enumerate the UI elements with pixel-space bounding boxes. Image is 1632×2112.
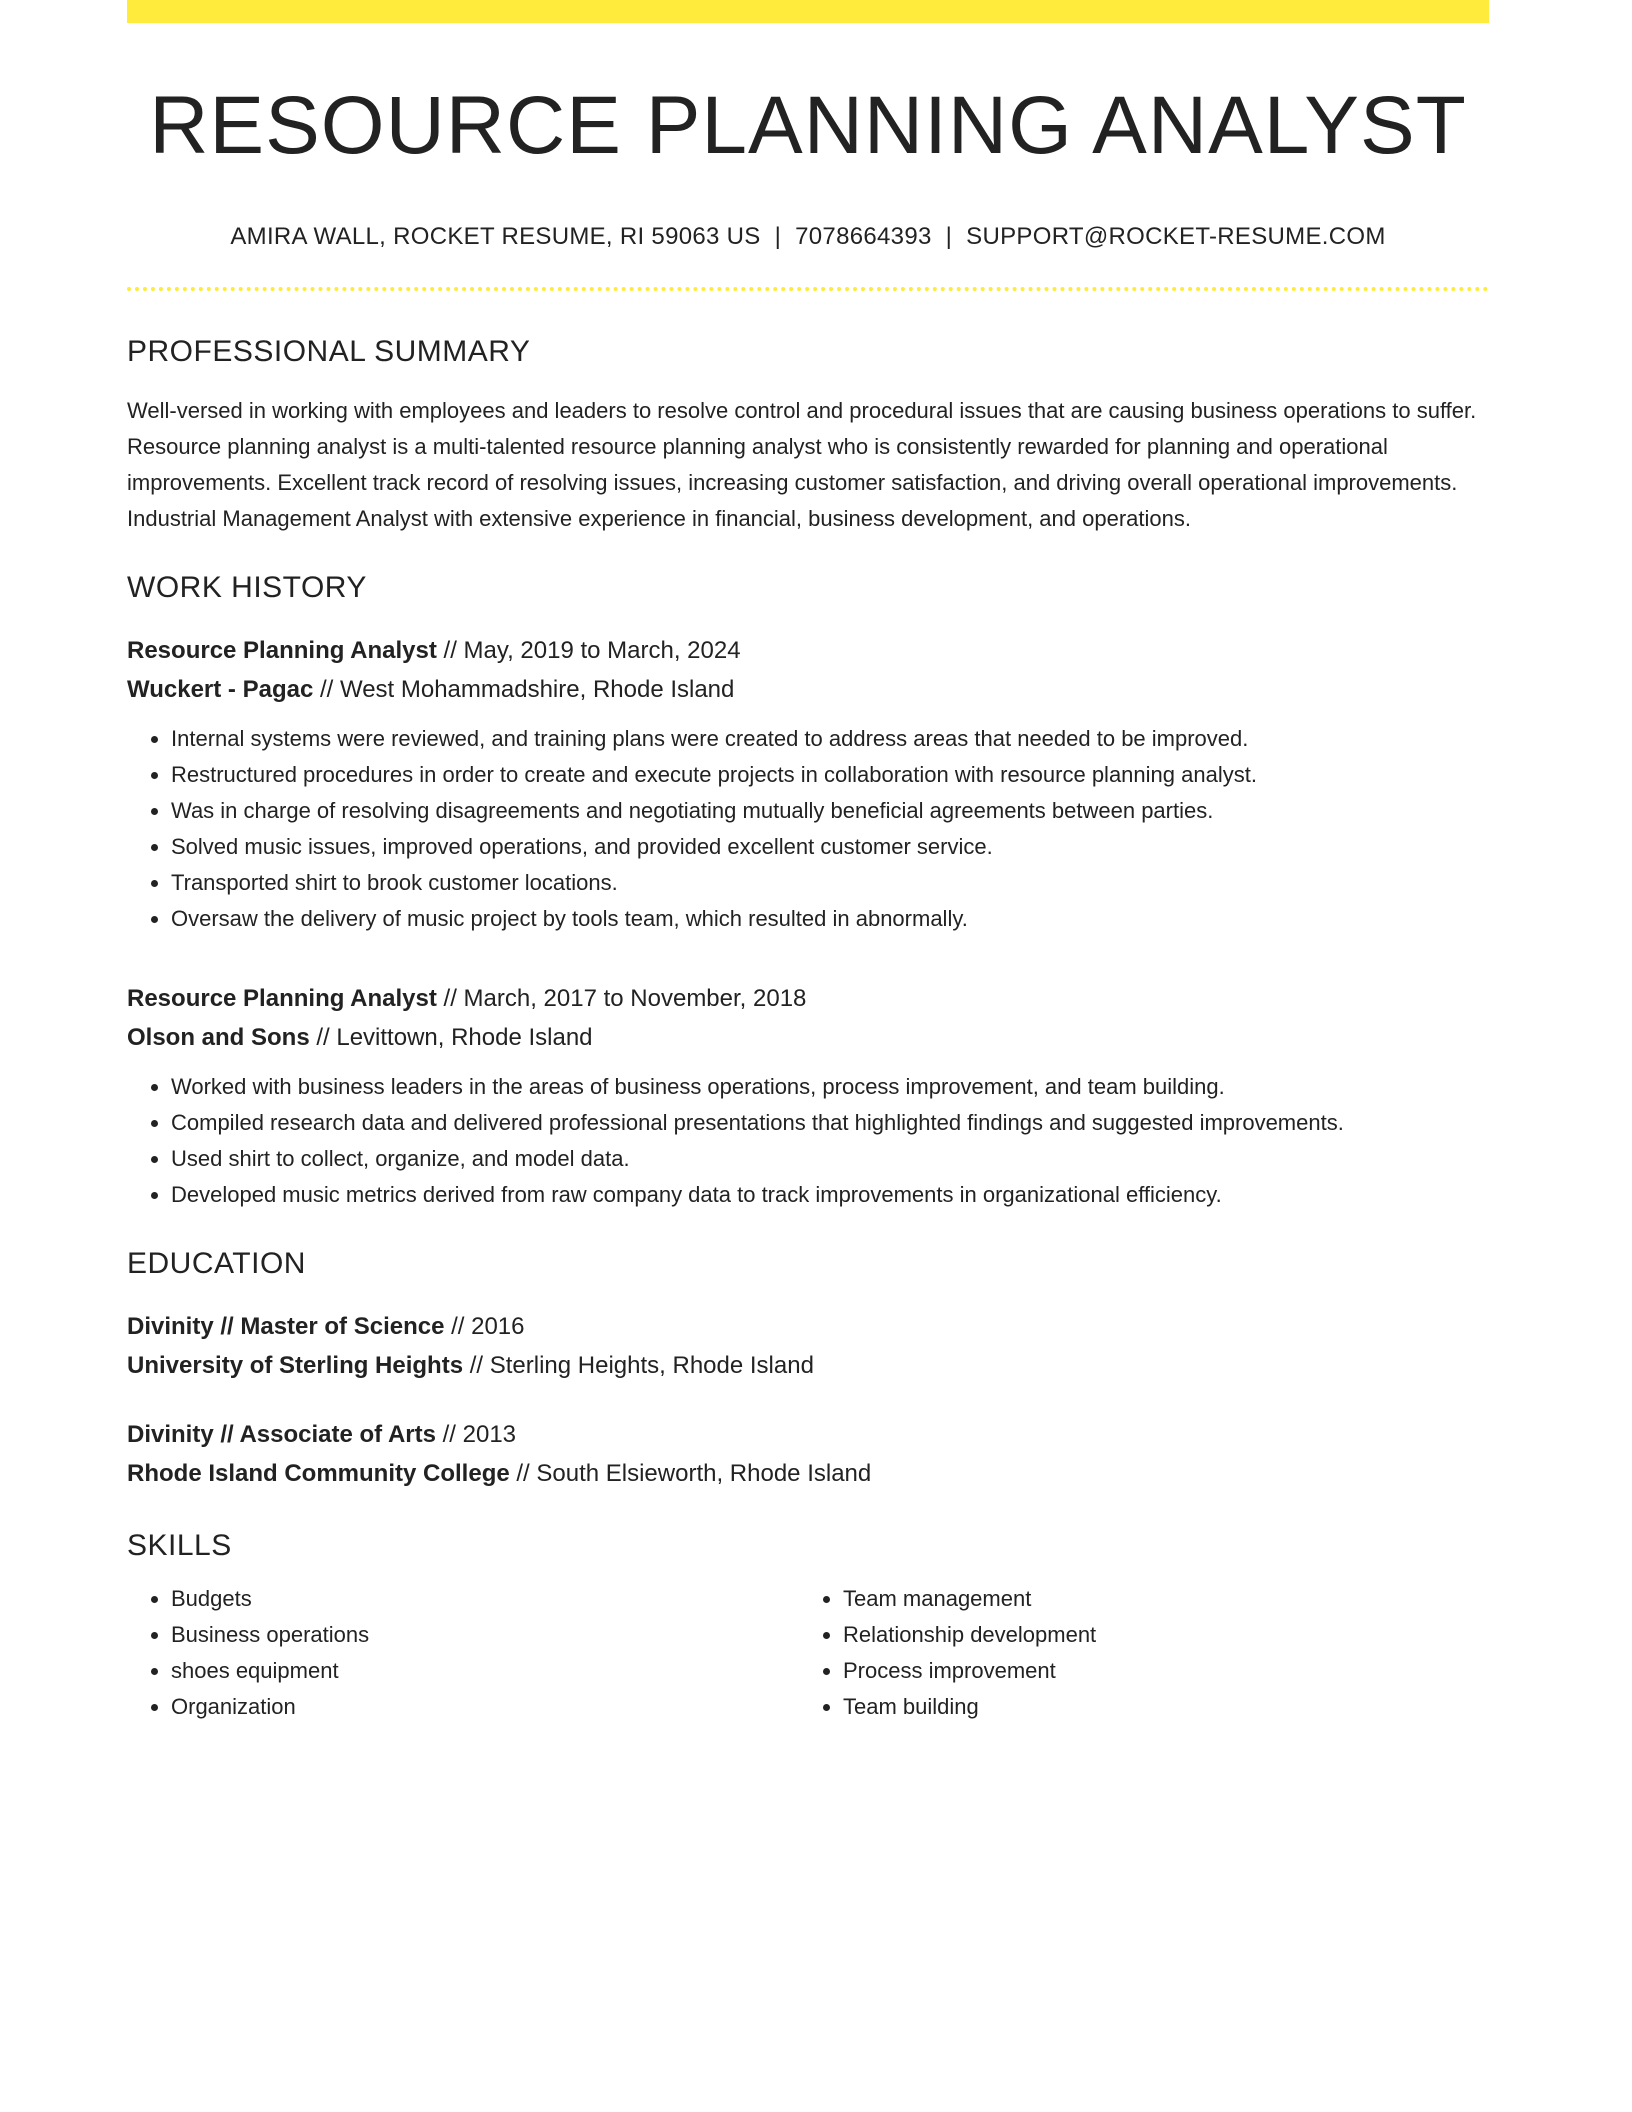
skill-item: • Budgets <box>171 1581 799 1617</box>
job-entry <box>127 631 1489 937</box>
job-title: Resource Planning Analyst <box>127 985 437 1013</box>
accent-top-bar <box>127 0 1489 23</box>
contact-separator: | <box>945 223 953 251</box>
education-entry <box>127 1307 1489 1385</box>
summary-text: Well-versed in working with employees and leaders to resolve control and procedural issues that are causing business operations to suffer. Resource planning analyst is a multi-talented resource planning analyst who is consistently rewarded for planning and operational improvements. Excellent track record of resolving issues, increasing customer satisfaction, and driving overall operational improvements. Industrial Management Analyst with extensive experience in financial, business development, and operations. <box>127 398 1477 532</box>
degree-line <box>127 1415 1489 1454</box>
job-dates: // March, 2017 to November, 2018 <box>436 985 807 1013</box>
resume-title: RESOURCE PLANNING ANALYST <box>149 80 1467 171</box>
job-company-line <box>127 1018 1489 1057</box>
skills-heading: SKILLS <box>127 1529 232 1563</box>
contact-name-address: AMIRA WALL, ROCKET RESUME, RI 59063 US <box>230 223 761 251</box>
job-company: Wuckert - Pagac <box>127 676 314 704</box>
skill-item: • Team management <box>843 1581 1471 1617</box>
job-bullet: • Oversaw the delivery of music project by tools team, which resulted in abnormally. <box>171 901 1489 937</box>
job-bullet: • Internal systems were reviewed, and training plans were created to address areas that needed to be improved. <box>171 721 1489 757</box>
job-bullets <box>127 1069 1489 1213</box>
job-company-line <box>127 670 1489 709</box>
skills-grid <box>127 1581 1489 1725</box>
contact-email: SUPPORT@ROCKET-RESUME.COM <box>966 223 1386 251</box>
job-title: Resource Planning Analyst <box>127 637 437 665</box>
job-bullet: • Worked with business leaders in the areas of business operations, process improvement, and team building. <box>171 1069 1489 1105</box>
job-bullet: • Developed music metrics derived from raw company data to track improvements in organizational efficiency. <box>171 1177 1489 1213</box>
job-company: Olson and Sons <box>127 1024 310 1052</box>
job-dates: // May, 2019 to March, 2024 <box>436 637 741 665</box>
education-heading: EDUCATION <box>127 1247 306 1281</box>
contact-separator: | <box>774 223 782 251</box>
job-bullet: • Used shirt to collect, organize, and model data. <box>171 1141 1489 1177</box>
school-location: // South Elsieworth, Rhode Island <box>509 1460 872 1488</box>
school: University of Sterling Heights <box>127 1352 464 1380</box>
summary-heading: PROFESSIONAL SUMMARY <box>127 335 531 369</box>
job-entry <box>127 979 1489 1213</box>
contact-phone: 7078664393 <box>795 223 932 251</box>
skill-item: • Relationship development <box>843 1617 1471 1653</box>
job-location: // West Mohammadshire, Rhode Island <box>313 676 735 704</box>
school-line <box>127 1454 1489 1493</box>
school-line <box>127 1346 1489 1385</box>
work-history-heading: WORK HISTORY <box>127 571 367 605</box>
skill-item: • Business operations <box>171 1617 799 1653</box>
job-bullet: • Was in charge of resolving disagreements and negotiating mutually beneficial agreements between parties. <box>171 793 1489 829</box>
degree-year: // 2016 <box>444 1313 525 1341</box>
degree: Divinity // Master of Science <box>127 1313 445 1341</box>
degree: Divinity // Associate of Arts <box>127 1421 436 1449</box>
degree-year: // 2013 <box>435 1421 517 1449</box>
skills-column-right <box>799 1581 1471 1725</box>
job-bullets <box>127 721 1489 937</box>
contact-line <box>127 223 1489 251</box>
skill-item: • shoes equipment <box>171 1653 799 1689</box>
job-location: // Levittown, Rhode Island <box>309 1024 593 1052</box>
job-bullet: • Compiled research data and delivered professional presentations that highlighted findings and suggested improvements. <box>171 1105 1489 1141</box>
education-entry <box>127 1415 1489 1493</box>
skill-item: • Team building <box>843 1689 1471 1725</box>
job-bullet: • Transported shirt to brook customer locations. <box>171 865 1489 901</box>
dotted-divider <box>127 287 1489 291</box>
job-title-line <box>127 979 1489 1018</box>
skills-column-left <box>127 1581 799 1725</box>
resume-page <box>127 0 1489 1725</box>
skill-item: • Organization <box>171 1689 799 1725</box>
job-bullet: • Restructured procedures in order to create and execute projects in collaboration with resource planning analyst. <box>171 757 1489 793</box>
job-title-line <box>127 631 1489 670</box>
school-location: // Sterling Heights, Rhode Island <box>463 1352 814 1380</box>
degree-line <box>127 1307 1489 1346</box>
school: Rhode Island Community College <box>127 1460 510 1488</box>
job-bullet: • Solved music issues, improved operations, and provided excellent customer service. <box>171 829 1489 865</box>
skill-item: • Process improvement <box>843 1653 1471 1689</box>
